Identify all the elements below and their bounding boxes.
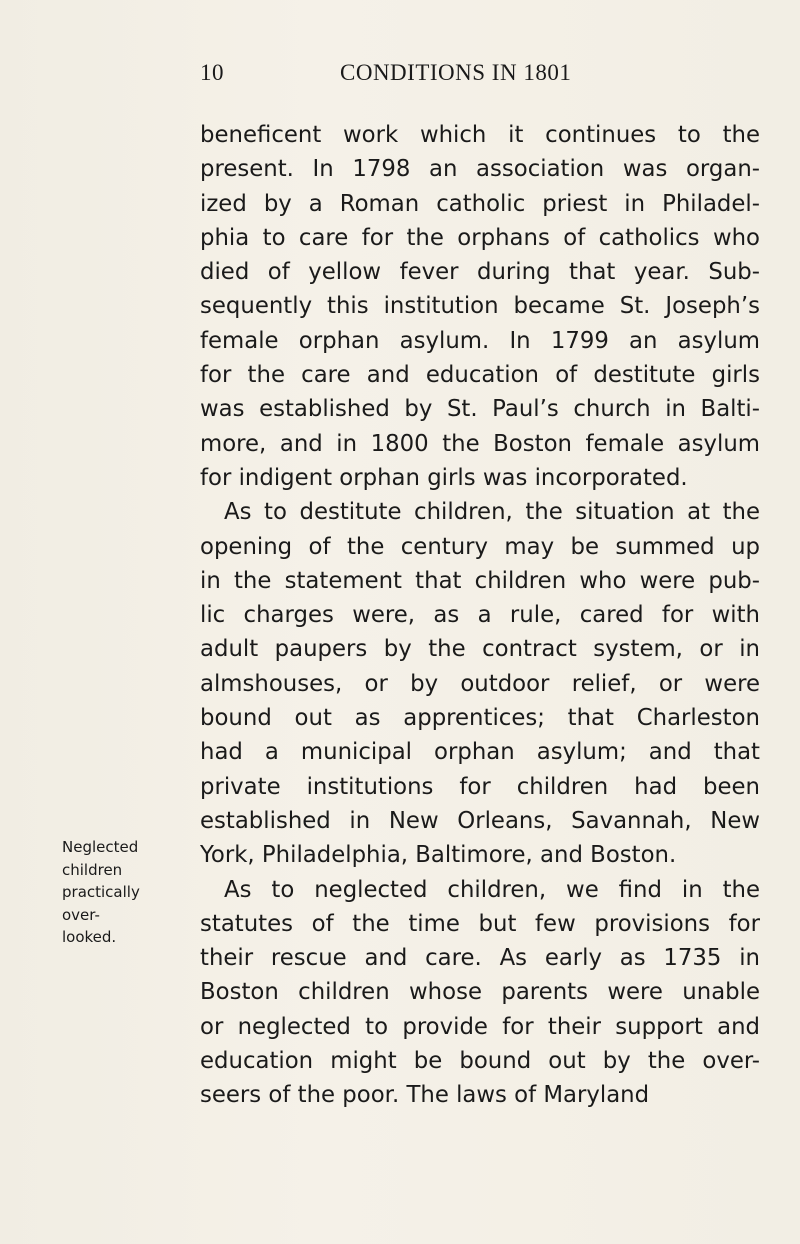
text-line: present. In 1798 an association was organ- [200,156,760,183]
text-line: died of yellow fever during that year. Sub- [200,259,760,286]
text-line: their rescue and care. As early as 1735 in [200,945,760,972]
text-line: lic charges were, as a rule, cared for with [200,602,760,629]
paragraph-start-line: As to neglected children, we find in the [224,876,760,903]
text-line: sequently this institution became St. Joseph’s [200,293,760,320]
text-line: was established by St. Paul’s church in Balti- [200,396,760,423]
text-line: or neglected to provide for their support and [200,1013,760,1040]
text-line: ized by a Roman catholic priest in Philadel- [200,190,760,217]
margin-note-line: Neglected [62,838,139,856]
text-line: phia to care for the orphans of catholics who [200,224,760,251]
margin-note-line: children [62,860,123,879]
text-line: private institutions for children had been [200,773,760,800]
text-line: beneficent work which it continues to the [200,122,760,148]
text-line: for the care and education of destitute girls [200,362,760,389]
margin-note [62,836,192,949]
text-line: seers of the poor. The laws of Maryland [200,1082,650,1109]
text-line: for indigent orphan girls was incorporated. [200,464,688,491]
text-line: opening of the century may be summed up [200,533,760,560]
text-line: more, and in 1800 the Boston female asylum [200,430,760,457]
text-line: York, Philadelphia, Baltimore, and Boston. [200,842,677,869]
text-line: statutes of the time but few provisions for [200,910,760,937]
text-line: Boston children whose parents were unable [200,979,760,1006]
text-line: female orphan asylum. In 1799 an asylum [200,327,760,354]
paragraph-start-line: As to destitute children, the situation at the [224,499,760,526]
text-line: bound out as apprentices; that Charleston [200,705,760,732]
running-title: CONDITIONS IN 1801 [340,60,572,85]
text-line: adult paupers by the contract system, or in [200,636,760,663]
margin-note-line: over- [62,905,100,924]
text-line: education might be bound out by the over- [200,1048,760,1075]
text-line: had a municipal orphan asylum; and that [200,739,760,766]
text-line: almshouses, or by outdoor relief, or were [200,670,760,697]
margin-note-line: looked. [62,928,117,946]
body-text [200,118,760,1113]
text-line: in the statement that children who were pub- [200,567,760,594]
page-number: 10 [200,60,224,85]
margin-note-line: practically [62,883,140,901]
text-line: established in New Orleans, Savannah, New [200,807,760,834]
